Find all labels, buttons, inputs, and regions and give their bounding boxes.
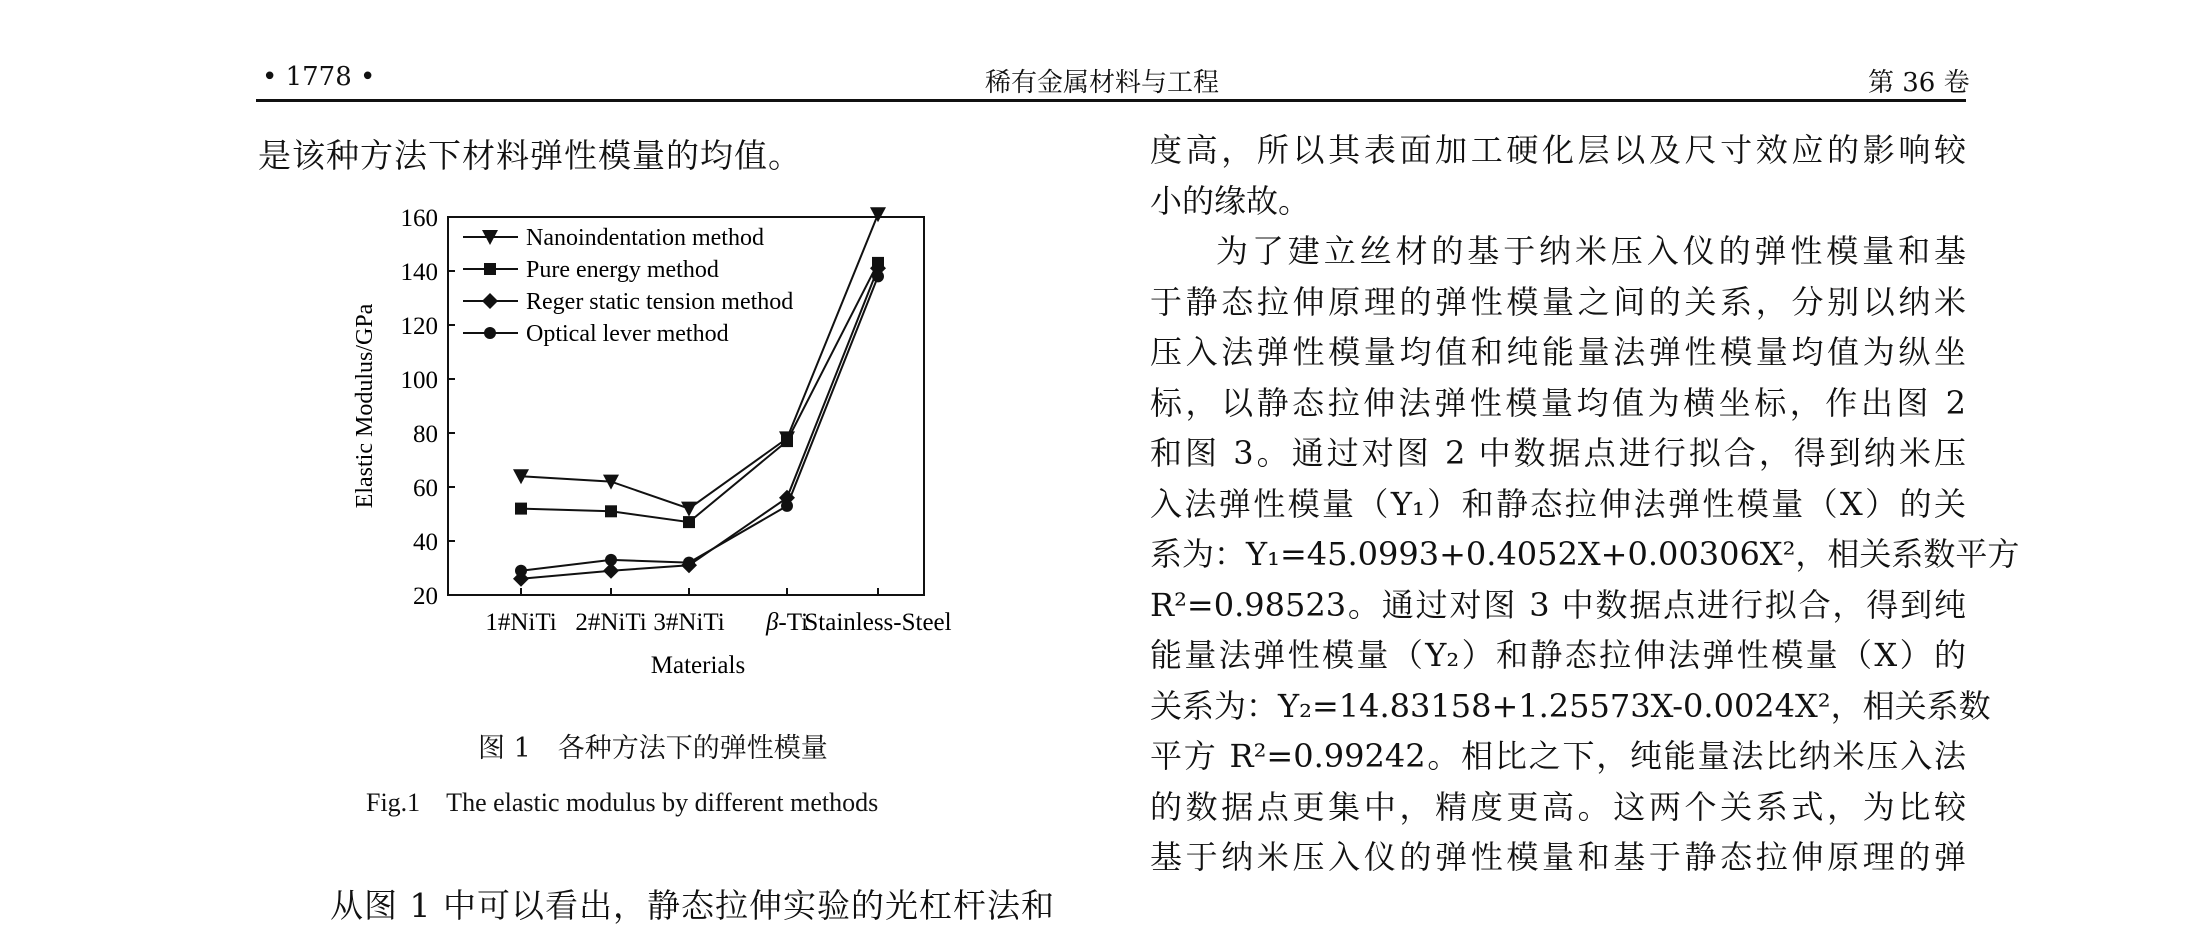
y-tick-label: 100 [400, 367, 438, 394]
data-point [683, 516, 695, 528]
body-text-line: 系为：Y₁=45.0993+0.4052X+0.00306X²，相关系数平方 [1150, 535, 2020, 573]
data-point [683, 557, 695, 569]
body-text-line: 平方 R²=0.99242。相比之下，纯能量法比纳米压入法 [1150, 737, 1966, 775]
y-tick-label: 60 [413, 475, 438, 502]
left-top-line: 是该种方法下材料弹性模量的均值。 [258, 136, 802, 175]
data-point [870, 207, 886, 222]
y-tick-label: 160 [400, 205, 438, 232]
y-tick-label: 80 [413, 421, 438, 448]
legend-label: Nanoindentation method [526, 225, 764, 251]
body-text-line: 于静态拉伸原理的弹性模量之间的关系，分别以纳米 [1150, 282, 1966, 321]
data-point [781, 435, 793, 447]
body-text-line: 能量法弹性模量（Y₂）和静态拉伸法弹性模量（X）的 [1150, 636, 1966, 674]
body-text-line: 为了建立丝材的基于纳米压入仪的弹性模量和基 [1216, 232, 1966, 270]
legend-label: Pure energy method [526, 257, 719, 283]
x-tick-label: 1#NiTi [485, 609, 557, 636]
y-tick-label: 40 [413, 529, 438, 556]
legend-marker [484, 263, 496, 275]
left-bottom-line: 从图 1 中可以看出，静态拉伸实验的光杠杆法和 [330, 886, 1055, 925]
body-text-line: 标，以静态拉伸法弹性模量均值为横坐标，作出图 2 [1150, 383, 1966, 422]
data-point [605, 554, 617, 566]
figure-caption-en: Fig.1 The elastic modulus by different methods [366, 788, 879, 817]
body-text-line: R²=0.98523。通过对图 3 中数据点进行拟合，得到纯 [1150, 585, 1966, 624]
x-tick-label: β-Ti [765, 609, 809, 636]
body-text-line: 度高，所以其表面加工硬化层以及尺寸效应的影响较 [1150, 131, 1966, 169]
page-number: • 1778 • [262, 62, 376, 92]
elastic-modulus-chart [350, 205, 1030, 695]
data-point [872, 270, 884, 282]
x-tick-label: 2#NiTi [575, 609, 647, 636]
legend-label: Reger static tension method [526, 289, 794, 315]
body-text-line: 小的缘故。 [1150, 181, 1311, 220]
body-text-line: 基于纳米压入仪的弹性模量和基于静态拉伸原理的弹 [1150, 838, 1966, 876]
x-axis-label: Materials [650, 652, 746, 679]
data-point [515, 565, 527, 577]
legend-marker [484, 327, 496, 339]
body-text-line: 关系为：Y₂=14.83158+1.25573X-0.0024X²，相关系数 [1150, 686, 1991, 725]
y-tick-label: 120 [400, 313, 438, 340]
legend-marker [482, 293, 498, 309]
y-tick-label: 140 [400, 259, 438, 286]
data-point [515, 503, 527, 515]
x-tick-label: 3#NiTi [653, 609, 725, 636]
body-text-line: 的数据点更集中，精度更高。这两个关系式，为比较 [1150, 787, 1966, 826]
x-tick-label: Stainless-Steel [804, 609, 952, 636]
journal-title: 稀有金属材料与工程 [985, 68, 1220, 98]
data-point [605, 505, 617, 517]
body-text-line: 压入法弹性模量均值和纯能量法弹性模量均值为纵坐 [1150, 333, 1966, 371]
body-text-line: 入法弹性模量（Y₁）和静态拉伸法弹性模量（X）的关 [1150, 484, 1966, 523]
body-text-line: 和图 3。通过对图 2 中数据点进行拟合，得到纳米压 [1150, 434, 1966, 472]
volume-label: 第 36 卷 [1868, 68, 1970, 98]
header-rule [256, 99, 1966, 102]
legend-label: Optical lever method [526, 321, 729, 347]
figure-caption-cn: 图 1 各种方法下的弹性模量 [478, 733, 828, 764]
y-axis-label: Elastic Modulus/GPa [352, 303, 378, 509]
data-point [781, 500, 793, 512]
y-tick-label: 20 [413, 583, 438, 610]
data-point [681, 502, 697, 517]
